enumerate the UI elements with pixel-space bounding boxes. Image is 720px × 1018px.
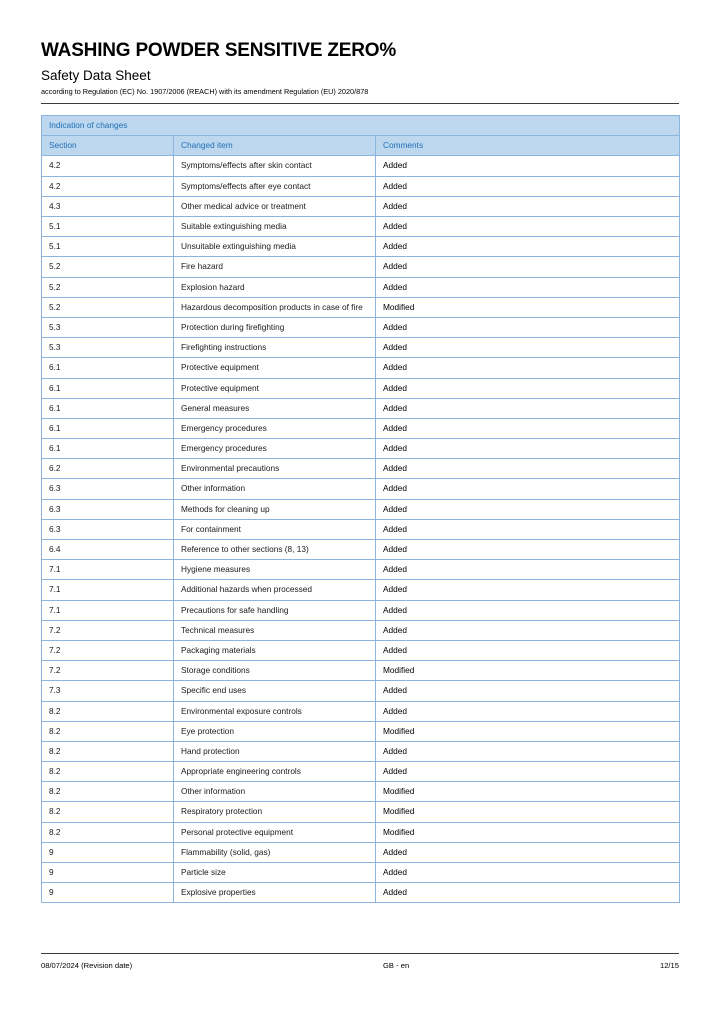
table-row [42, 620, 680, 640]
cell-changed-item: Particle size [174, 863, 376, 883]
cell-comment: Added [376, 762, 680, 782]
cell-comment: Added [376, 883, 680, 903]
cell-changed-item: Emergency procedures [174, 418, 376, 438]
table-row [42, 782, 680, 802]
cell-comment: Added [376, 439, 680, 459]
cell-changed-item: Technical measures [174, 620, 376, 640]
cell-section: 7.3 [42, 681, 174, 701]
footer-page-number: 12/15 [659, 961, 679, 970]
cell-section: 6.2 [42, 459, 174, 479]
cell-section: 8.2 [42, 721, 174, 741]
cell-changed-item: Respiratory protection [174, 802, 376, 822]
table-row [42, 600, 680, 620]
cell-comment: Added [376, 398, 680, 418]
cell-section: 5.3 [42, 317, 174, 337]
table-row [42, 176, 680, 196]
cell-comment: Modified [376, 297, 680, 317]
cell-section: 5.3 [42, 338, 174, 358]
header-divider [41, 103, 679, 104]
table-row [42, 217, 680, 237]
table-row [42, 418, 680, 438]
table-row [42, 358, 680, 378]
cell-section: 7.2 [42, 661, 174, 681]
cell-comment: Modified [376, 802, 680, 822]
cell-section: 6.1 [42, 398, 174, 418]
cell-comment: Added [376, 237, 680, 257]
cell-changed-item: Firefighting instructions [174, 338, 376, 358]
table-row [42, 317, 680, 337]
cell-changed-item: Symptoms/effects after eye contact [174, 176, 376, 196]
cell-comment: Added [376, 418, 680, 438]
cell-changed-item: Appropriate engineering controls [174, 762, 376, 782]
cell-changed-item: Emergency procedures [174, 439, 376, 459]
table-row [42, 196, 680, 216]
cell-comment: Added [376, 842, 680, 862]
table-row [42, 378, 680, 398]
table-row [42, 338, 680, 358]
table-band-title: Indication of changes [42, 116, 680, 136]
cell-comment: Added [376, 499, 680, 519]
table-row [42, 842, 680, 862]
table-row [42, 257, 680, 277]
table-row [42, 237, 680, 257]
table-row [42, 479, 680, 499]
cell-section: 7.1 [42, 580, 174, 600]
cell-changed-item: Specific end uses [174, 681, 376, 701]
cell-changed-item: Explosion hazard [174, 277, 376, 297]
table-row [42, 863, 680, 883]
column-header-comments: Comments [376, 136, 680, 156]
cell-comment: Added [376, 459, 680, 479]
cell-changed-item: Protective equipment [174, 378, 376, 398]
cell-section: 5.2 [42, 297, 174, 317]
cell-changed-item: Personal protective equipment [174, 822, 376, 842]
cell-comment: Added [376, 620, 680, 640]
table-row [42, 721, 680, 741]
table-row [42, 540, 680, 560]
table-row [42, 519, 680, 539]
cell-section: 6.3 [42, 499, 174, 519]
cell-comment: Added [376, 519, 680, 539]
table-row [42, 762, 680, 782]
cell-comment: Added [376, 741, 680, 761]
cell-section: 6.1 [42, 418, 174, 438]
cell-comment: Modified [376, 661, 680, 681]
cell-section: 9 [42, 863, 174, 883]
table-row [42, 802, 680, 822]
cell-section: 8.2 [42, 802, 174, 822]
table-row [42, 277, 680, 297]
cell-comment: Added [376, 378, 680, 398]
cell-changed-item: Hazardous decomposition products in case of fire [174, 297, 376, 317]
product-title: WASHING POWDER SENSITIVE ZERO% [41, 40, 397, 61]
cell-changed-item: Methods for cleaning up [174, 499, 376, 519]
cell-comment: Added [376, 358, 680, 378]
cell-changed-item: Eye protection [174, 721, 376, 741]
cell-changed-item: General measures [174, 398, 376, 418]
cell-changed-item: Suitable extinguishing media [174, 217, 376, 237]
cell-section: 5.2 [42, 257, 174, 277]
cell-changed-item: Hygiene measures [174, 560, 376, 580]
cell-changed-item: Storage conditions [174, 661, 376, 681]
cell-section: 6.1 [42, 439, 174, 459]
cell-comment: Added [376, 640, 680, 660]
cell-comment: Added [376, 479, 680, 499]
cell-changed-item: Environmental precautions [174, 459, 376, 479]
cell-changed-item: For containment [174, 519, 376, 539]
document-subtitle: Safety Data Sheet [41, 67, 151, 83]
cell-changed-item: Unsuitable extinguishing media [174, 237, 376, 257]
table-row [42, 681, 680, 701]
cell-changed-item: Other information [174, 782, 376, 802]
cell-changed-item: Protection during firefighting [174, 317, 376, 337]
cell-changed-item: Precautions for safe handling [174, 600, 376, 620]
cell-section: 7.1 [42, 600, 174, 620]
column-header-changed-item: Changed item [174, 136, 376, 156]
table-row [42, 439, 680, 459]
table-row [42, 580, 680, 600]
cell-comment: Added [376, 277, 680, 297]
cell-comment: Added [376, 317, 680, 337]
cell-changed-item: Hand protection [174, 741, 376, 761]
table-row [42, 499, 680, 519]
cell-comment: Modified [376, 822, 680, 842]
cell-changed-item: Explosive properties [174, 883, 376, 903]
cell-comment: Added [376, 156, 680, 176]
indication-of-changes-table [41, 115, 680, 903]
cell-changed-item: Additional hazards when processed [174, 580, 376, 600]
cell-section: 8.2 [42, 782, 174, 802]
page-footer [41, 953, 679, 970]
cell-section: 5.2 [42, 277, 174, 297]
cell-changed-item: Environmental exposure controls [174, 701, 376, 721]
cell-section: 6.1 [42, 378, 174, 398]
cell-comment: Added [376, 701, 680, 721]
table-row [42, 741, 680, 761]
footer-locale: GB - en [383, 961, 410, 970]
cell-changed-item: Symptoms/effects after skin contact [174, 156, 376, 176]
cell-section: 4.2 [42, 176, 174, 196]
cell-comment: Added [376, 560, 680, 580]
table-row [42, 883, 680, 903]
table-row [42, 701, 680, 721]
cell-section: 8.2 [42, 741, 174, 761]
cell-comment: Added [376, 863, 680, 883]
cell-section: 9 [42, 883, 174, 903]
table-row [42, 156, 680, 176]
cell-section: 5.1 [42, 217, 174, 237]
cell-section: 4.3 [42, 196, 174, 216]
cell-changed-item: Other medical advice or treatment [174, 196, 376, 216]
footer-revision-date: 08/07/2024 (Revision date) [41, 961, 133, 970]
cell-section: 5.1 [42, 237, 174, 257]
table-row [42, 822, 680, 842]
cell-changed-item: Flammability (solid, gas) [174, 842, 376, 862]
cell-section: 8.2 [42, 701, 174, 721]
cell-comment: Added [376, 580, 680, 600]
table-row [42, 661, 680, 681]
table-header-row [42, 136, 680, 156]
footer-content [41, 954, 679, 970]
cell-comment: Added [376, 257, 680, 277]
cell-section: 6.3 [42, 479, 174, 499]
cell-comment: Added [376, 540, 680, 560]
table-row [42, 560, 680, 580]
table-row [42, 297, 680, 317]
cell-comment: Modified [376, 721, 680, 741]
cell-section: 8.2 [42, 822, 174, 842]
cell-comment: Added [376, 681, 680, 701]
cell-changed-item: Other information [174, 479, 376, 499]
regulation-reference: according to Regulation (EC) No. 1907/2006 (REACH) with its amendment Regulation (EU) 2020/878 [41, 87, 369, 97]
cell-comment: Added [376, 176, 680, 196]
cell-comment: Added [376, 338, 680, 358]
cell-section: 7.1 [42, 560, 174, 580]
cell-changed-item: Reference to other sections (8, 13) [174, 540, 376, 560]
cell-section: 8.2 [42, 762, 174, 782]
cell-comment: Added [376, 600, 680, 620]
cell-comment: Added [376, 196, 680, 216]
table-row [42, 459, 680, 479]
cell-section: 7.2 [42, 620, 174, 640]
cell-section: 4.2 [42, 156, 174, 176]
cell-comment: Added [376, 217, 680, 237]
table-band-title-row [42, 116, 680, 136]
cell-section: 6.1 [42, 358, 174, 378]
cell-changed-item: Protective equipment [174, 358, 376, 378]
cell-section: 6.3 [42, 519, 174, 539]
cell-changed-item: Packaging materials [174, 640, 376, 660]
cell-comment: Modified [376, 782, 680, 802]
table-row [42, 640, 680, 660]
cell-section: 6.4 [42, 540, 174, 560]
table-row [42, 398, 680, 418]
cell-section: 7.2 [42, 640, 174, 660]
cell-section: 9 [42, 842, 174, 862]
cell-changed-item: Fire hazard [174, 257, 376, 277]
table-body [42, 156, 680, 903]
column-header-section: Section [42, 136, 174, 156]
